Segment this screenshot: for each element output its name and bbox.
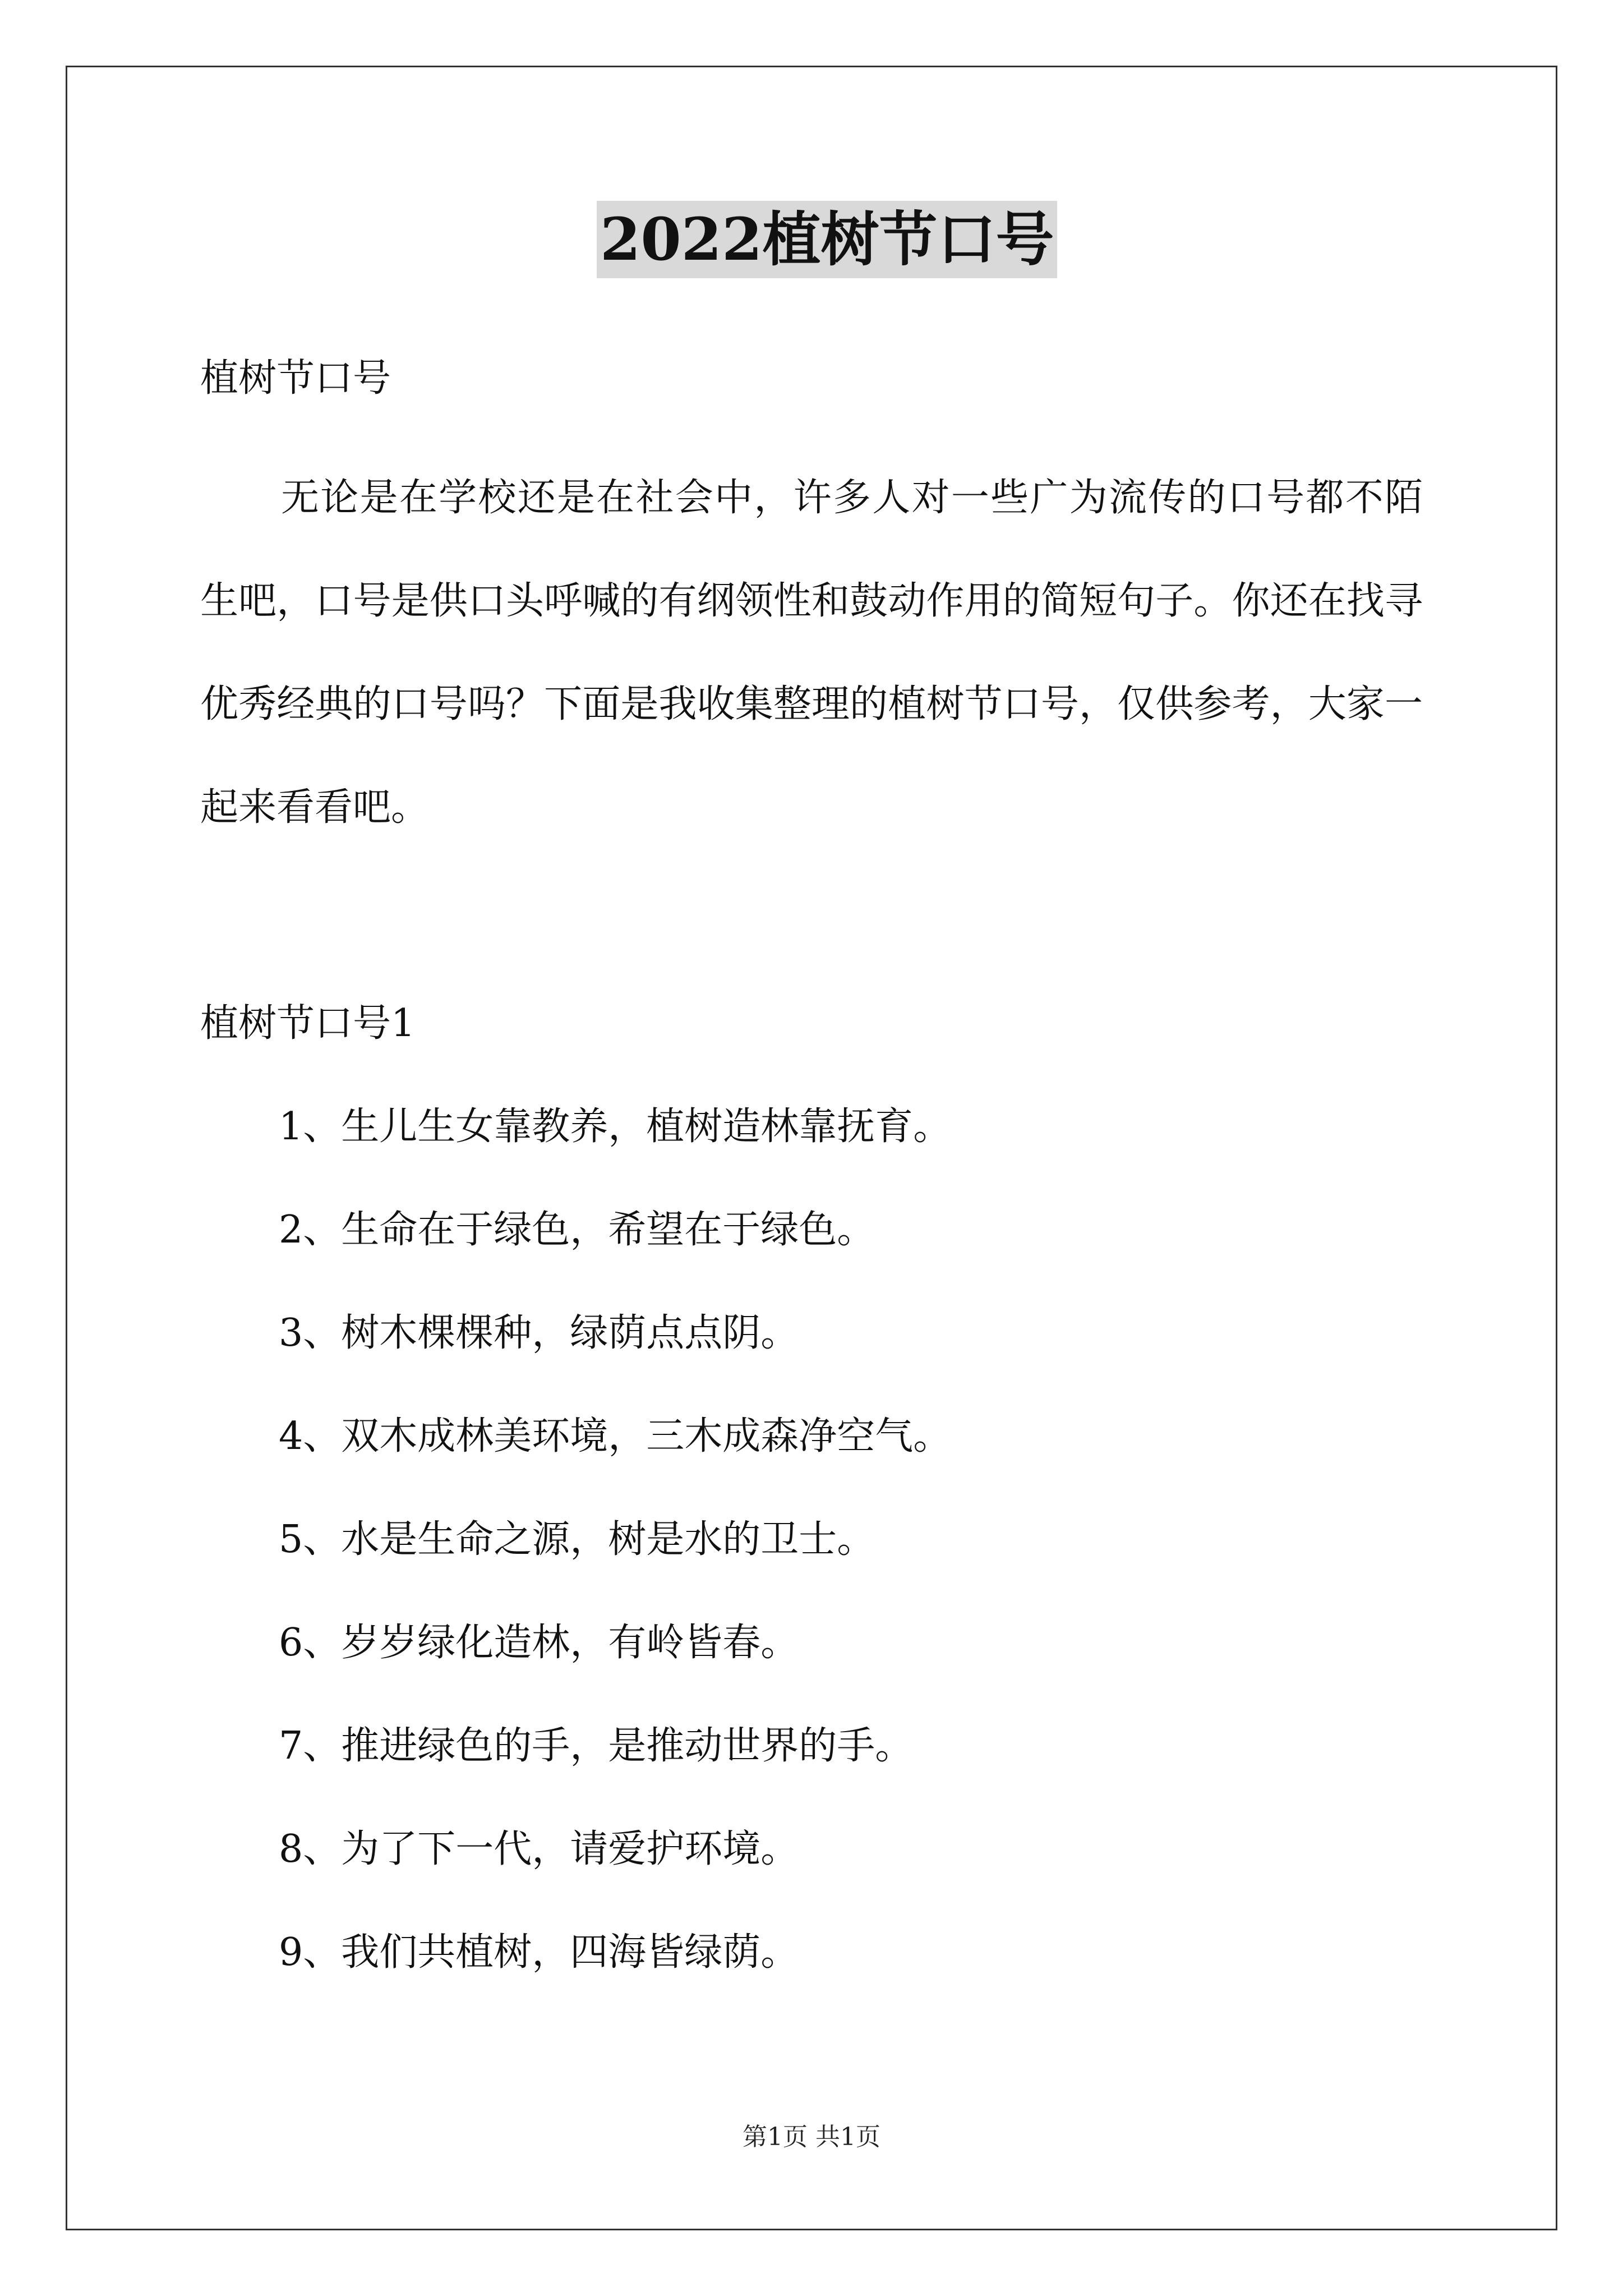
sub-heading: 植树节口号1	[200, 1001, 416, 1046]
page-footer: 第1页 共1页	[743, 2123, 880, 2151]
list-item: 7、推进绿色的手，是推动世界的手。	[279, 1724, 914, 1768]
intro-paragraph: 无论是在学校还是在社会中，许多人对一些广为流传的口号都不陌生吧，口号是供口头呼喊的有纲领性和鼓动作用的简短句子。你还在找寻优秀经典的口号吗？下面是我收集整理的植树节口号，仅供参考，大家一起来看看吧。	[200, 476, 1423, 830]
list-item: 1、生儿生女靠教养，植树造林靠抚育。	[279, 1105, 952, 1149]
document-title: 2022植树节口号	[597, 201, 1057, 278]
list-item: 5、水是生命之源，树是水的卫士。	[279, 1517, 875, 1562]
list-item: 3、树木棵棵种，绿荫点点阴。	[279, 1311, 799, 1355]
list-item: 8、为了下一代，请爱护环境。	[279, 1827, 799, 1871]
list-item: 6、岁岁绿化造林，有岭皆春。	[279, 1621, 799, 1665]
section-heading: 植树节口号	[200, 356, 391, 401]
list-item: 2、生命在于绿色，希望在于绿色。	[279, 1208, 875, 1252]
list-item: 4、双木成林美环境，三木成森净空气。	[279, 1414, 952, 1458]
list-item: 9、我们共植树，四海皆绿荫。	[279, 1930, 799, 1975]
